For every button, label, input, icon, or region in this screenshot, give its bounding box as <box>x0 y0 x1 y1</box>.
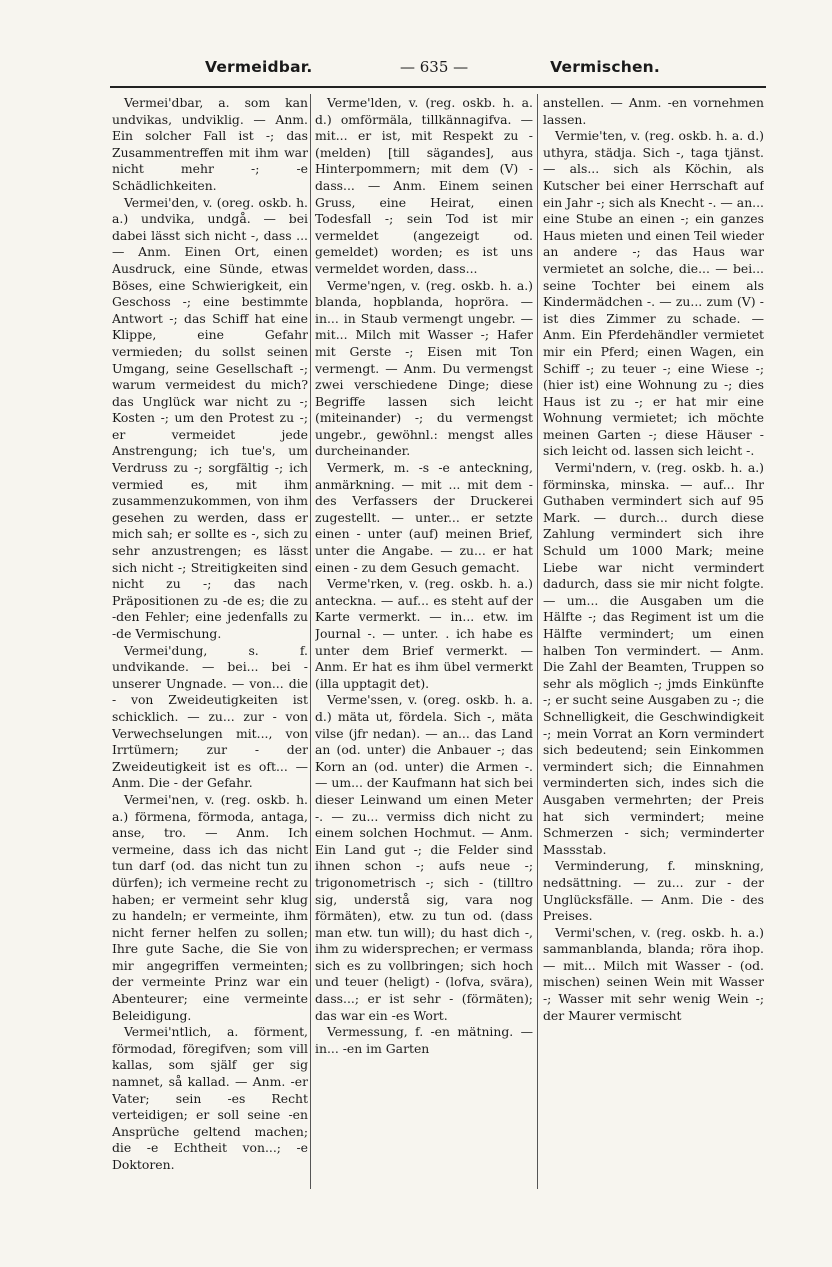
dictionary-entry: Verme'rken, v. (reg. oskb. h. a.) anteckna. — auf... es steht auf der Karte vermerkt. — in... etw. im Journal -. — unter. . ich habe es unter dem Brief vermerkt. — Anm. Er hat es ihm übel vermerkt (illa upptagit det). <box>315 576 533 691</box>
dictionary-entry: Verminderung, f. minskning, nedsättning. — zu... zur - der Unglücksfälle. — Anm. Die - des Preises. <box>543 858 764 924</box>
dictionary-entry: Vermessung, f. -en mätning. — in... -en im Garten <box>315 1024 533 1056</box>
column-divider-1 <box>310 94 311 1189</box>
dictionary-entry: Vermei'dbar, a. som kan undvikas, undviklig. — Anm. Ein solcher Fall ist -; das Zusammentreffen mit ihm war nicht mehr -; -e Schädlichkeiten. <box>112 95 308 193</box>
dictionary-entry: anstellen. — Anm. -en vornehmen lassen. <box>543 95 764 127</box>
dictionary-entry: Vermerk, m. -s -e anteckning, anmärkning. — mit ... mit dem - des Verfassers der Druckerei zugestellt. — unter... er setzte einen - unter (auf) meinen Brief, unter die Angabe. — zu... er hat einen - zu dem Gesuch gemacht. <box>315 460 533 575</box>
column-3 <box>543 95 764 1190</box>
header-right-guideword: Vermischen. <box>550 58 660 76</box>
dictionary-entry: Vermei'den, v. (oreg. oskb. h. a.) undvika, undgå. — bei dabei lässt sich nicht -, dass ... — Anm. Einen Ort, einen Ausdruck, eine Sünde, etwas Böses, eine Schwierigkeit, ein Geschoss -; eine bestimmte Antwort -; das Schiff hat eine Klippe, eine Gefahr vermieden; du sollst seinen Umgang, seine Gesellschaft -; warum vermeidest du mich? das Unglück war nicht zu -; Kosten -; um den Protest zu -; er vermeidet jede Anstrengung; ich tue's, um Verdruss zu -; sorgfältig -; ich vermied es, mit ihm zusammenzukommen, von ihm gesehen zu werden, dass er mich sah; er sollte es -, sich zu sehr anzustrengen; es lässt sich nicht -; Streitigkeiten sind nicht zu -; das nach Präpositionen zu -de es; die zu -den Fehler; eine jedenfalls zu -de Vermischung. <box>112 194 308 641</box>
dictionary-entry: Vermie'ten, v. (reg. oskb. h. a. d.) uthyra, städja. Sich -, taga tjänst. — als... sich als Köchin, als Kutscher bei einer Herrschaft auf ein Jahr -; sich als Knecht -. — an... eine Stube an einen -; ein ganzes Haus mieten und einen Teil wieder an andere -; das Haus war vermietet an solche, die... — bei... seine Tochter bei einem als Kindermädchen -. — zu... zum (V) - ist dies Zimmer zu schade. — Anm. Ein Pferdehändler vermietet mir ein Pferd; einen Wagen, ein Schiff -; zu teuer -; eine Wiese -; (hier ist) eine Wohnung zu -; dies Haus ist zu -; er hat mir eine Wohnung vermietet; ich möchte meinen Garten -; diese Häuser - sich leicht od. lassen sich leicht -. <box>543 128 764 459</box>
column-2 <box>315 95 533 1190</box>
dictionary-entry: Vermi'schen, v. (reg. oskb. h. a.) sammanblanda, blanda; röra ihop. — mit... Milch mit Wasser - (od. mischen) seinen Wein mit Wasser -; Wasser mit sehr wenig Wein -; der Maurer vermischt <box>543 924 764 1023</box>
page-header <box>205 58 660 84</box>
dictionary-entry: Vermei'ntlich, a. förment, förmodad, föregifven; som vill kallas, som själf ger sig namnet, så kallad. — Anm. -er Vater; sein -es Recht verteidigen; er soll seine -en Ansprüche geltend machen; die -e Echtheit von...; -e Doktoren. <box>112 1024 308 1172</box>
dictionary-entry: Verme'ngen, v. (reg. oskb. h. a.) blanda, hopblanda, hopröra. — in... in Staub vermengt ungebr. — mit... Milch mit Wasser -; Hafer mit Gerste -; Eisen mit Ton vermengt. — Anm. Du vermengst zwei verschiedene Dinge; diese Begriffe lassen sich leicht (miteinander) -; du vermengst ungebr., gewöhnl.: mengst alles durcheinander. <box>315 277 533 459</box>
dictionary-entry: Verme'lden, v. (reg. oskb. h. a. d.) omförmäla, tillkännagifva. — mit... er ist, mit Respekt zu - (melden) [till sägandes], aus Hinterpommern; mit dem (V) - dass... — Anm. Einem seinen Gruss, eine Heirat, einen Todesfall -; sein Tod ist mir vermeldet (angezeigt od. gemeldet) worden; es ist uns vermeldet worden, dass... <box>315 95 533 276</box>
header-rule <box>110 86 766 88</box>
dictionary-entry: Vermi'ndern, v. (reg. oskb. h. a.) förminska, minska. — auf... Ihr Guthaben vermindert sich auf 95 Mark. — durch... durch diese Zahlung vermindert sich ihre Schuld um 1000 Mark; meine Liebe war nicht vermindert dadurch, dass sie mir nicht folgte. — um... die Ausgaben um die Hälfte -; das Regiment ist um die Hälfte vermindert; um einen halben Ton vermindert. — Anm. Die Zahl der Beamten, Truppen so sehr als möglich -; jmds Einkünfte -; er sucht seine Ausgaben zu -; die Schnelligkeit, die Geschwindigkeit -; mein Vorrat an Korn vermindert sich bedeutend; sein Einkommen vermindert sich; die Einnahmen verminderten sich, indes sich die Ausgaben vermehrten; der Preis hat sich vermindert; meine Schmerzen - sich; verminderter Massstab. <box>543 460 764 857</box>
page-number: — 635 — <box>400 58 469 76</box>
dictionary-entry: Verme'ssen, v. (oreg. oskb. h. a. d.) mäta ut, fördela. Sich -, mäta vilse (jfr nedan). — an... das Land an (od. unter) die Anbauer -; das Korn an (od. unter) die Armen -. — um... der Kaufmann hat sich bei dieser Leinwand um einen Meter -. — zu... vermiss dich nicht zu einem solchen Hochmut. — Anm. Ein Land gut -; die Felder sind ihnen schon -; aufs neue -; trigonometrisch -; sich - (tilltro sig, understå sig, vara nog förmäten), etw. zu tun od. (dass man etw. tun will); du hast dich -, ihm zu widersprechen; er vermass sich es zu vollbringen; sich hoch und teuer (heligt) - (lofva, svära), dass...; er ist sehr - (förmäten); das war ein -es Wort. <box>315 692 533 1023</box>
column-divider-2 <box>537 94 538 1189</box>
header-left-guideword: Vermeidbar. <box>205 58 313 76</box>
dictionary-entry: Vermei'nen, v. (reg. oskb. h. a.) förmena, förmoda, antaga, anse, tro. — Anm. Ich vermeine, dass ich das nicht tun darf (od. das nicht tun zu dürfen); ich vermeine recht zu haben; er vermeint sehr klug zu handeln; er vermeinte, ihm nicht ferner helfen zu sollen; Ihre gute Sache, die Sie von mir angegriffen vermeinten; der vermeinte Prinz war ein Abenteurer; eine vermeinte Beleidigung. <box>112 791 308 1023</box>
dictionary-entry: Vermei'dung, s. f. undvikande. — bei... bei - unserer Ungnade. — von... die - von Zweideutigkeiten ist schicklich. — zu... zur - von Verwechselungen mit..., von Irrtümern; zur - der Zweideutigkeit ist es oft... — Anm. Die - der Gefahr. <box>112 642 308 791</box>
column-1 <box>112 95 308 1190</box>
